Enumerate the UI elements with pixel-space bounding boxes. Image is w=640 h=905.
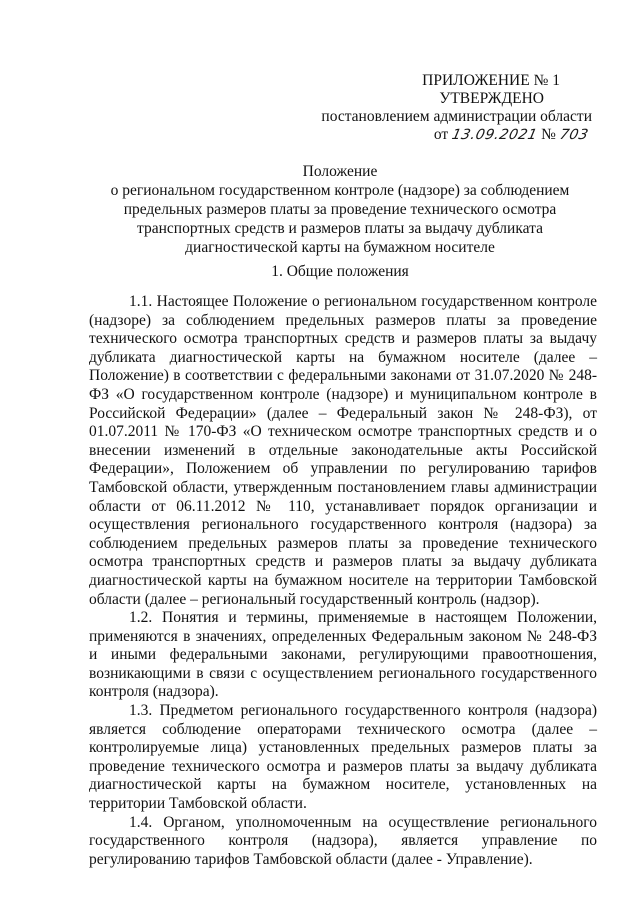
title-subject-line: транспортных средств и размеров платы за выдачу дубликата bbox=[137, 220, 543, 237]
date-number-line bbox=[312, 126, 592, 144]
paragraph-1-3: 1.3. Предметом регионального государственного контроля (надзора) является соблюдение операторами технического осмотра (далее – контролируемые лица) установленных предельных размеров платы за проведение технического осмотра и размеров платы за выдачу дубликата диагностической карты на бумажном носителе, установленных на территории Тамбовской области. bbox=[89, 702, 597, 813]
handwritten-number: 703 bbox=[558, 127, 590, 143]
title-subject-line: о региональном государственном контроле (надзоре) за соблюдением bbox=[110, 182, 570, 199]
title-subject-line: предельных размеров платы за проведение технического осмотра bbox=[123, 201, 557, 218]
paragraph-1-2: 1.2. Понятия и термины, применяемые в настоящем Положении, применяются в значениях, определенных Федеральным законом № 248-ФЗ и иными федеральными законами, регулирующими правоотношения, возникающими в связи с осуществлением регионального государственного контроля (надзора). bbox=[89, 609, 597, 701]
paragraph-1-4: 1.4. Органом, уполномоченным на осуществление регионального государственного контроля (надзора), является управление по регулированию тарифов Тамбовской области (далее - Управление). bbox=[89, 813, 597, 868]
handwritten-date: 13.09.2021 bbox=[450, 127, 539, 143]
approved-label: УТВЕРЖДЕНО bbox=[439, 90, 544, 107]
section-heading: 1. Общие положения bbox=[271, 263, 409, 280]
date-prefix: от bbox=[433, 126, 449, 143]
document-title bbox=[80, 162, 600, 257]
title-heading: Положение bbox=[302, 163, 378, 180]
document-body bbox=[89, 293, 597, 869]
approval-stamp bbox=[312, 72, 592, 144]
paragraph-1-1: 1.1. Настоящее Положение о региональном государственном контроле (надзоре) за соблюдением предельных размеров платы за проведение технического осмотра транспортных средств и размеров платы за выдачу дубликата диагностической карты на бумажном носителе (далее – Положение) в соответствии с федеральными законами от 31.07.2020 № 248-ФЗ «О государственном контроле (надзоре) и муниципальном контроле в Российской Федерации» (далее – Федеральный закон № 248-ФЗ), от 01.07.2011 № 170-ФЗ «О техническом осмотре транспортных средств и о внесении изменений в отдельные законодательные акты Российской Федерации», Положением об управлении по регулированию тарифов Тамбовской области, утвержденным постановлением главы администрации области от 06.11.2012 № 110, устанавливает порядок организации и осуществления регионального государственного контроля (надзора) за соблюдением предельных размеров платы за проведение технического осмотра транспортных средств и размеров платы за выдачу дубликата диагностической карты на бумажном носителе на территории Тамбовской области (далее – региональный государственный контроль (надзор). bbox=[89, 293, 597, 608]
appendix-label: ПРИЛОЖЕНИЕ № 1 bbox=[422, 72, 560, 89]
number-sign: № bbox=[541, 126, 556, 143]
issuer-line: постановлением администрации области bbox=[321, 108, 592, 125]
title-subject-line: диагностической карты на бумажном носителе bbox=[185, 239, 495, 256]
